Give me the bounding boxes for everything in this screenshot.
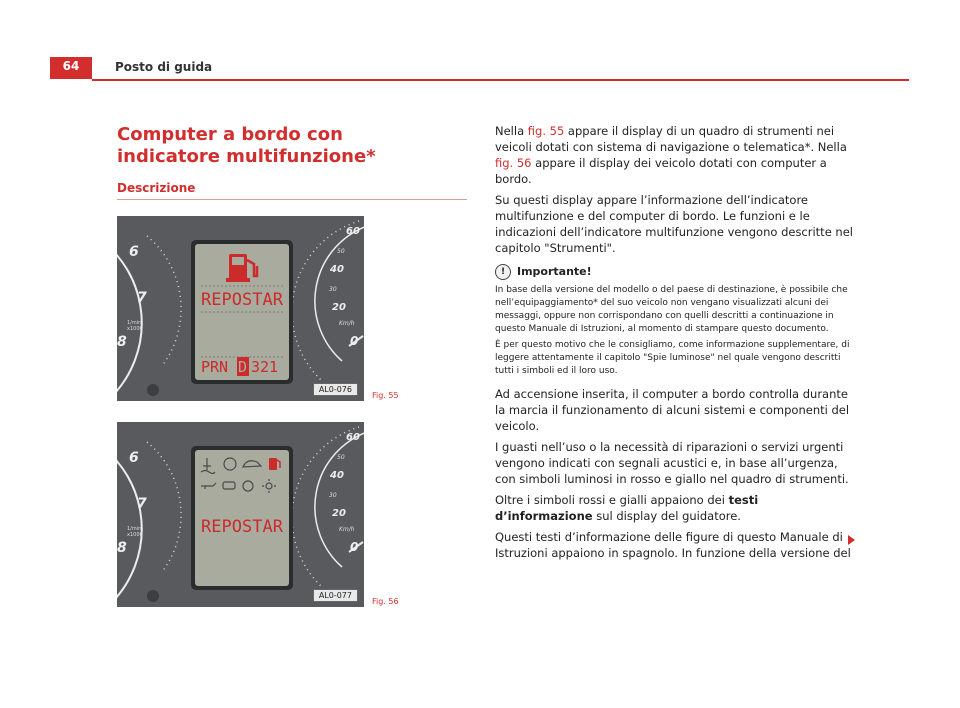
fig55-gear-321: 321	[251, 358, 279, 376]
paragraph: Questi testi d’informazione delle figure di questo Manuale di Istruzioni appaiono in spagnolo. In funzione della versione del	[495, 530, 851, 560]
rpm-unit-label	[127, 320, 143, 332]
speed-0-label: 0	[350, 540, 359, 554]
important-note	[495, 264, 855, 378]
speed-30-label: 30	[329, 286, 337, 293]
header-rule	[92, 79, 909, 81]
text-run: Oltre i simboli rossi e gialli appaiono dei	[495, 493, 729, 507]
figure-reference-link[interactable]: fig. 55	[527, 124, 565, 138]
speed-20-label: 20	[332, 508, 346, 519]
rpm-unit-2: x1000	[127, 532, 143, 538]
text-run: Nella	[495, 124, 528, 138]
page-number: 64	[62, 59, 80, 73]
rpm-unit-1: 1/min	[127, 526, 142, 532]
text-run: appare il display di un quadro di strumenti nei veicoli dotati con sistema di navigazione o telematica*. Nella	[495, 124, 847, 154]
text-run: appare il display dei veicolo dotati con computer a bordo.	[495, 156, 827, 186]
figure-caption: Fig. 55	[372, 391, 399, 400]
speed-60-label: 60	[346, 432, 360, 443]
speed-30-label: 30	[329, 492, 337, 499]
figure-reference-link[interactable]: fig. 56	[495, 156, 532, 170]
figure-56-dashboard	[117, 422, 364, 607]
speed-unit-label: Km/h	[339, 526, 355, 533]
important-title: Importante!	[517, 265, 592, 278]
exclamation-icon: !	[495, 264, 511, 280]
paragraph: Su questi display appare l’informazione dell’indicatore multifunzione e del computer di bordo. Le funzioni e le indicazioni dell’indicatore multifunzione vengono descritte nel capitolo "Strumenti".	[495, 193, 853, 255]
speed-50-label: 50	[337, 454, 345, 461]
rpm-unit-2: x1000	[127, 326, 143, 332]
rpm-6-label: 6	[129, 450, 139, 466]
figure-code: AL0-077	[313, 589, 358, 602]
text-run: sul display del guidatore.	[592, 509, 741, 523]
figure-55-dashboard	[117, 216, 364, 401]
running-title: Posto di guida	[115, 60, 213, 74]
rpm-8-label: 8	[117, 334, 127, 350]
speed-0-label: 0	[350, 334, 359, 348]
rpm-8-label: 8	[117, 540, 127, 556]
subsection-title: Descrizione	[117, 181, 196, 195]
fig55-gear-prn: PRN	[201, 358, 229, 376]
rpm-7-label: 7	[137, 290, 147, 306]
fig55-display-repostar: REPOSTAR	[201, 290, 283, 310]
figure-caption: Fig. 56	[372, 597, 399, 606]
speed-60-label: 60	[346, 226, 360, 237]
important-paragraph: È per questo motivo che le consigliamo, come informazione supplementare, di leggere attentamente il capitolo "Spie luminose" nel quale vengono descritti tutti i simboli ed il loro uso.	[495, 340, 850, 376]
speed-unit-label: Km/h	[339, 320, 355, 327]
speed-40-label: 40	[330, 264, 344, 275]
continue-arrow-icon	[848, 535, 855, 545]
fig55-gear-active: D	[238, 358, 248, 376]
speed-50-label: 50	[337, 248, 345, 255]
paragraph: I guasti nell’uso o la necessità di riparazioni o servizi urgenti vengono indicati con segnali acustici e, in base all’urgenza, con simboli luminosi in rosso e giallo nel quadro di strumenti.	[495, 440, 849, 486]
speed-40-label: 40	[330, 470, 344, 481]
rpm-6-label: 6	[129, 244, 139, 260]
subsection-rule	[117, 199, 467, 200]
paragraph: Ad accensione inserita, il computer a bordo controlla durante la marcia il funzionamento di alcuni sistemi e componenti del veicolo.	[495, 387, 850, 433]
speed-20-label: 20	[332, 302, 346, 313]
paragraph	[495, 492, 855, 524]
rpm-unit-label	[127, 526, 143, 538]
rpm-unit-1: 1/min	[127, 320, 142, 326]
important-paragraph: In base della versione del modello o del paese di destinazione, è possibile che nell’equipaggiamento* del suo veicolo non vengano visualizzati alcuni dei messaggi, oppure non corrispondano con quelli descritti a continuazione in questo Manuale di Istruzioni, al momento di stampare questo documento.	[495, 285, 848, 334]
fig56-display-repostar: REPOSTAR	[201, 517, 283, 537]
paragraph	[495, 123, 855, 187]
figure-code: AL0-076	[313, 383, 358, 396]
bold-term: testi d’informazione	[495, 493, 759, 523]
body-text-column	[495, 123, 855, 566]
section-title: Computer a bordo con indicatore multifunzione*	[117, 124, 376, 167]
important-heading	[495, 264, 855, 280]
rpm-7-label: 7	[137, 496, 147, 512]
important-body	[495, 284, 855, 378]
